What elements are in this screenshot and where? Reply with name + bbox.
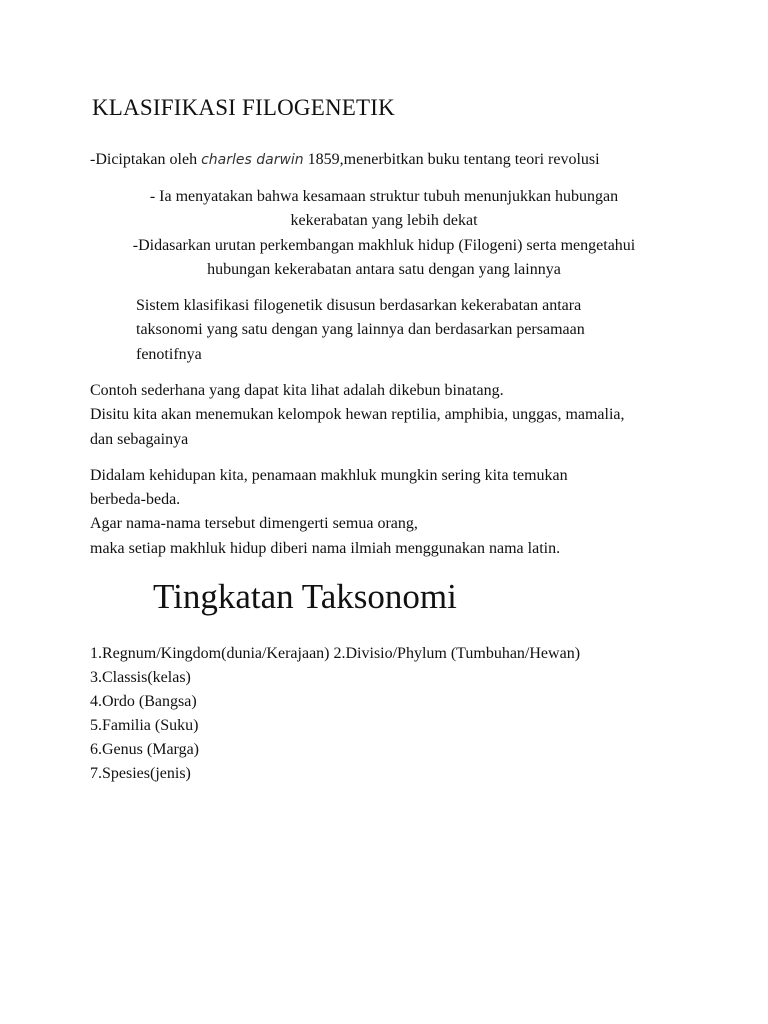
intro-before: -Diciptakan oleh <box>90 151 202 168</box>
intro-line <box>90 148 600 172</box>
centered-line-1: - Ia menyatakan bahwa kesamaan struktur tubuh menunjukkan hubungan <box>149 188 619 205</box>
centered-line-4: hubungan kekerabatan antara satu dengan yang lainnya <box>207 261 561 278</box>
naming-line-3: Agar nama-nama tersebut dimengerti semua orang, <box>90 515 418 532</box>
indented-line-2: taksonomi yang satu dengan yang lainnya dan berdasarkan persamaan <box>136 321 585 338</box>
list-item: 7.Spesies(jenis) <box>90 765 191 782</box>
document-title: KLASIFIKASI FILOGENETIK <box>92 95 395 120</box>
list-item: 6.Genus (Marga) <box>90 741 200 758</box>
centered-line-3: -Didasarkan urutan perkembangan makhluk hidup (Filogeni) serta mengetahui <box>132 237 636 254</box>
example-line-2: Disitu kita akan menemukan kelompok hewan reptilia, amphibia, unggas, mamalia, <box>90 406 625 423</box>
list-item: 1.Regnum/Kingdom(dunia/Kerajaan) 2.Divisio/Phylum (Tumbuhan/Hewan) <box>90 645 581 662</box>
example-line-1: Contoh sederhana yang dapat kita lihat adalah dikebun binatang. <box>90 382 504 399</box>
indented-line-3: fenotifnya <box>136 346 202 363</box>
author-name: charles darwin <box>201 152 304 168</box>
taxonomy-heading: Tingkatan Taksonomi <box>153 577 457 616</box>
taxonomy-list <box>90 642 580 786</box>
centered-line-2: kekerabatan yang lebih dekat <box>290 212 478 229</box>
intro-after: 1859,menerbitkan buku tentang teori revolusi <box>303 151 600 168</box>
list-item: 5.Familia (Suku) <box>90 717 199 734</box>
list-item: 3.Classis(kelas) <box>90 669 191 686</box>
naming-line-4: maka setiap makhluk hidup diberi nama ilmiah menggunakan nama latin. <box>90 540 561 557</box>
indented-line-1: Sistem klasifikasi filogenetik disusun berdasarkan kekerabatan antara <box>136 297 582 314</box>
example-line-3: dan sebagainya <box>90 431 189 448</box>
naming-line-1: Didalam kehidupan kita, penamaan makhluk mungkin sering kita temukan <box>90 467 568 484</box>
list-item: 4.Ordo (Bangsa) <box>90 693 197 710</box>
naming-line-2: berbeda-beda. <box>90 491 181 508</box>
